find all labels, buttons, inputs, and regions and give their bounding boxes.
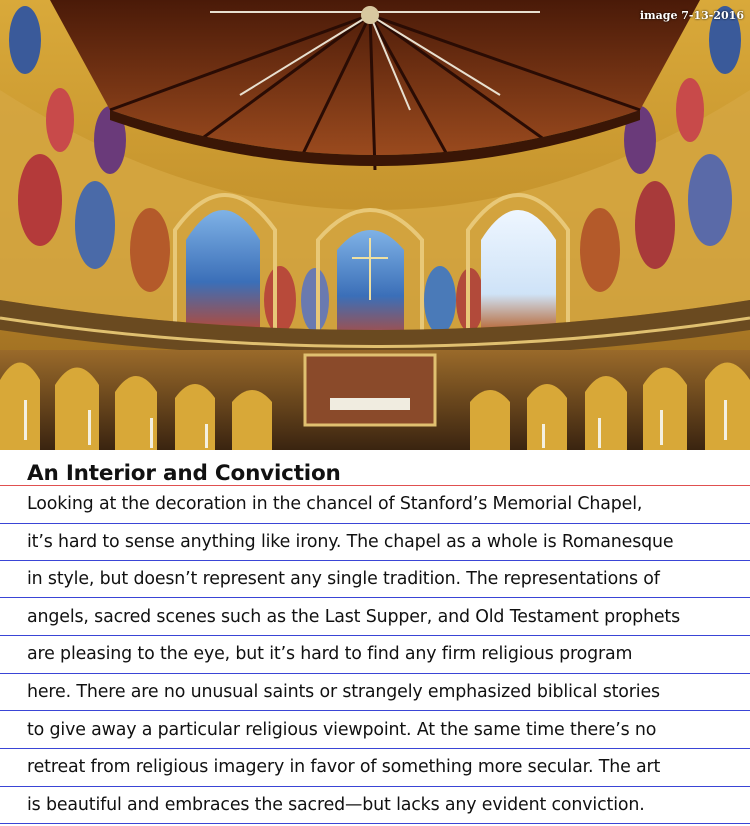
stained-glass-window-left	[186, 210, 260, 330]
body-line: to give away a particular religious viewpoint. At the same time there’s no	[27, 720, 657, 740]
notebook-text	[0, 450, 750, 826]
stained-glass-window-right	[481, 210, 556, 330]
ruled-line	[0, 710, 750, 711]
ruled-line	[0, 786, 750, 787]
ruled-line	[0, 748, 750, 749]
body-line: angels, sacred scenes such as the Last Supper, and Old Testament prophets	[27, 607, 680, 627]
body-line: here. There are no unusual saints or strangely emphasized biblical stories	[27, 682, 660, 702]
body-line: it’s hard to sense anything like irony. The chapel as a whole is Romanesque	[27, 532, 674, 552]
ruled-line	[0, 597, 750, 598]
body-line: Looking at the decoration in the chancel of Stanford’s Memorial Chapel,	[27, 494, 643, 514]
page-title: An Interior and Conviction	[27, 461, 341, 486]
body-line: are pleasing to the eye, but it’s hard to find any firm religious program	[27, 644, 633, 664]
ruled-line	[0, 560, 750, 561]
ruled-line	[0, 823, 750, 824]
body-line: in style, but doesn’t represent any single tradition. The representations of	[27, 569, 660, 589]
last-supper-panel	[305, 355, 435, 425]
altar-table	[330, 398, 410, 410]
ruled-line	[0, 635, 750, 636]
body-line: is beautiful and embraces the sacred—but lacks any evident conviction.	[27, 795, 645, 815]
image-caption: image 7-13-2016	[639, 9, 744, 22]
chandelier-hub	[361, 6, 379, 24]
ruled-line	[0, 673, 750, 674]
ruled-line	[0, 523, 750, 524]
body-line: retreat from religious imagery in favor of something more secular. The art	[27, 757, 661, 777]
